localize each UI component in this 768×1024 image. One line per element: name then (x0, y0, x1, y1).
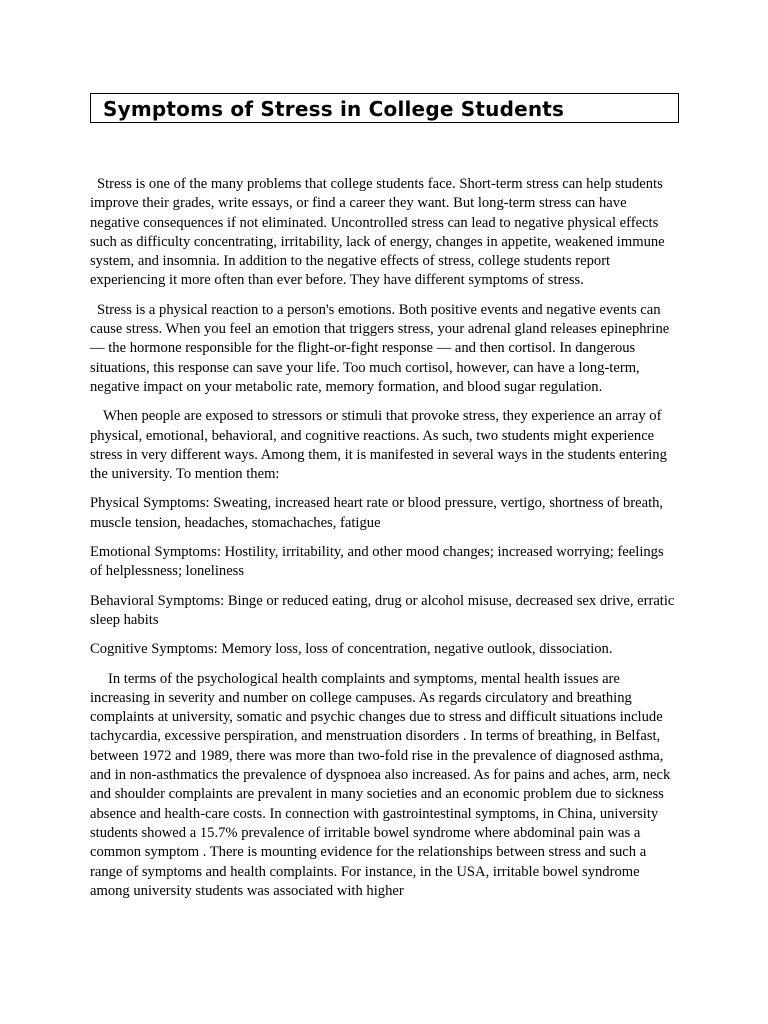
paragraph-physical-symptoms: Physical Symptoms: Sweating, increased heart rate or blood pressure, vertigo, shortness of breath, muscle tension, headaches, stomachaches, fatigue (90, 495, 664, 531)
document-page (90, 93, 679, 911)
paragraph-cognitive-symptoms: Cognitive Symptoms: Memory loss, loss of concentration, negative outlook, dissociation. (90, 641, 613, 658)
document-body (90, 175, 679, 901)
paragraph-health-complaints: In terms of the psychological health complaints and symptoms, mental health issues are increasing in severity and number on college campuses. As regards circulatory and breathing complaints at university, somatic and psychic changes due to stress and difficult situations include tachycardia, excessive perspiration, and menstruation disorders . In terms of breathing, in Belfast, between 1972 and 1989, there was more than two-fold rise in the prevalence of diagnosed asthma, and in non-asthmatics the prevalence of dyspnoea also increased. As for pains and aches, arm, neck and shoulder complaints are prevalent in many societies and an economic problem due to sickness absence and health-care costs. In connection with gastrointestinal symptoms, in China, university students showed a 15.7% prevalence of irritable bowel syndrome where abdominal pain was a common symptom . There is mounting evidence for the relationships between stress and such a range of symptoms and health complaints. For instance, in the USA, irritable bowel syndrome among university students was associated with higher (90, 670, 671, 899)
document-title: Symptoms of Stress in College Students (103, 97, 565, 121)
paragraph-physical-reaction: Stress is a physical reaction to a person's emotions. Both positive events and negative events can cause stress. When you feel an emotion that triggers stress, your adrenal gland releases epinephrine — the hormone responsible for the flight-or-fight response — and then cortisol. In dangerous situations, this response can save your life. Too much cortisol, however, can have a long-term, negative impact on your metabolic rate, memory formation, and blood sugar regulation. (90, 301, 670, 395)
paragraph-intro: Stress is one of the many problems that college students face. Short-term stress can help students improve their grades, write essays, or find a career they want. But long-term stress can have negative consequences if not eliminated. Uncontrolled stress can lead to negative physical effects such as difficulty concentrating, irritability, lack of energy, changes in appetite, weakened immune system, and insomnia. In addition to the negative effects of stress, college students report experiencing it more often than ever before. They have different symptoms of stress. (90, 176, 665, 289)
paragraph-stressors: When people are exposed to stressors or stimuli that provoke stress, they experience an array of physical, emotional, behavioral, and cognitive reactions. As such, two students might experience stress in very different ways. Among them, it is manifested in several ways in the students entering the university. To mention them: (90, 408, 667, 483)
title-box (90, 93, 679, 123)
paragraph-emotional-symptoms: Emotional Symptoms: Hostility, irritability, and other mood changes; increased worrying; feelings of helplessness; loneliness (90, 544, 664, 580)
paragraph-behavioral-symptoms: Behavioral Symptoms: Binge or reduced eating, drug or alcohol misuse, decreased sex drive, erratic sleep habits (90, 592, 675, 628)
